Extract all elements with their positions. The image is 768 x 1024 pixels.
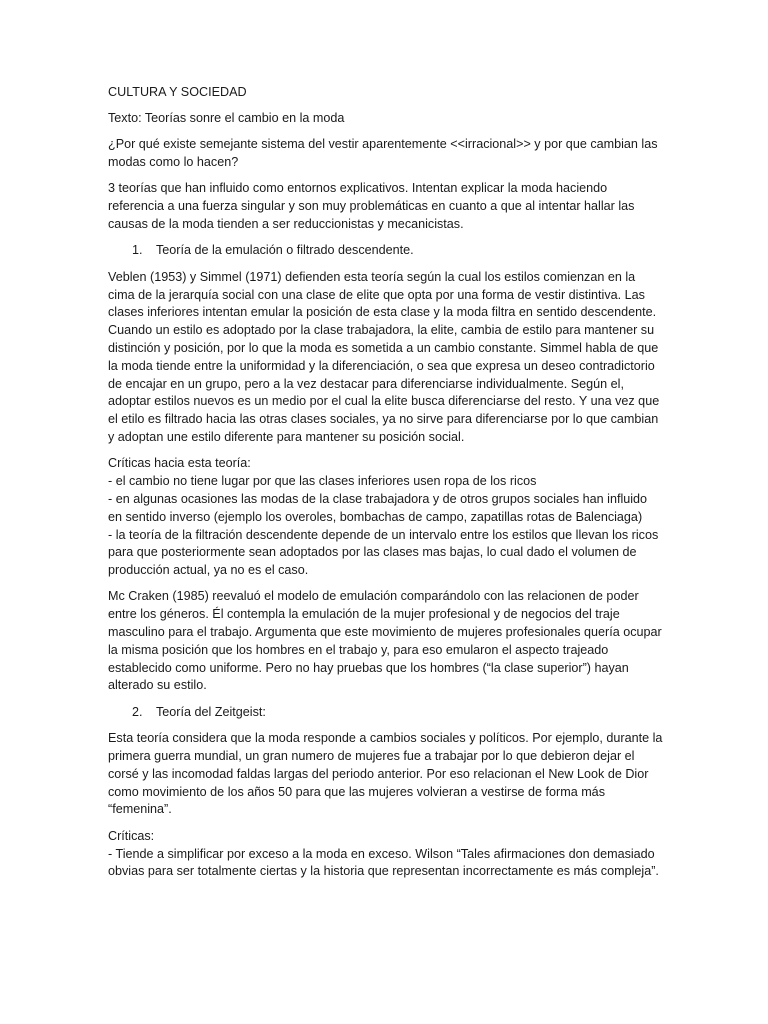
criticas-1-item: - la teoría de la filtración descendente depende de un intervalo entre los estilos que llevan los ricos para que posteriormente sean adoptados por las clases mas bajas, lo cual dado el volumen de producción actual, ya no es el caso.	[108, 527, 659, 578]
document-subtitle: Texto: Teorías sonre el cambio en la moda	[108, 110, 345, 125]
criticas-1-heading: Críticas hacia esta teoría:	[108, 456, 251, 471]
section-2-title: Teoría del Zeitgeist:	[156, 704, 266, 719]
section-1-title: Teoría de la emulación o filtrado descendente.	[156, 243, 414, 258]
criticas-2-block	[108, 828, 664, 881]
section-1-heading	[108, 242, 664, 260]
criticas-1-item: - el cambio no tiene lugar por que las clases inferiores usen ropa de los ricos	[108, 474, 537, 489]
veblen-paragraph: Veblen (1953) y Simmel (1971) defienden esta teoría según la cual los estilos comienzan en la cima de la jerarquía social con una clase de elite que opta por una forma de vestir distintiva. Las clases inferiores intentan emular la posición de esta clase y la moda filtra en sentido descendente. Cuando un estilo es adoptado por la clase trabajadora, la elite, cambia de estilo para mantener su distinción y posición, por lo que la moda es sometida a un cambio constante. Simmel habla de que la moda tiende entre la uniformidad y la diferenciación, o sea que expresa un deseo contradictorio de encajar en un grupo, pero a la vez destacar para diferenciarse individualmente. Según el, adoptar estilos nuevos es un medio por el cual la elite busca diferenciarse del resto. Y una vez que el etilo es filtrado hacia las otras clases sociales, ya no sirve para diferenciarse por lo que cambian y adoptan une estilo diferente para mantener su posición social.	[108, 269, 660, 444]
document-heading: CULTURA Y SOCIEDAD	[108, 85, 247, 99]
section-2-number: 2.	[132, 704, 143, 719]
question-paragraph: ¿Por qué existe semejante sistema del vestir aparentemente <<irracional>> y por que cambian las modas como lo hacen?	[108, 137, 658, 169]
mccraken-paragraph: Mc Craken (1985) reevaluó el modelo de emulación comparándolo con las relacionen de poder entre los géneros. Él contempla la emulación de la mujer profesional y de negocios del traje masculino para el trabajo. Argumenta que este movimiento de mujeres profesionales quería ocupar la misma posición que los hombres en el trabajo y, para eso emularon el aspecto trajeado establecido como uniforme. Pero no hay pruebas que los hombres (“la clase superior”) hayan alterado su estilo.	[108, 589, 662, 693]
criticas-1-block	[108, 455, 664, 580]
criticas-1-item: - en algunas ocasiones las modas de la clase trabajadora y de otros grupos sociales han influido en sentido inverso (ejemplo los overoles, bombachas de campo, zapatillas rotas de Balenciaga)	[108, 491, 648, 524]
intro-paragraph: 3 teorías que han influido como entornos explicativos. Intentan explicar la moda haciendo referencia a una fuerza singular y son muy problemáticas en cuanto a que al intentar hallar las causas de la moda tienden a ser reduccionistas y mecanicistas.	[108, 181, 635, 231]
criticas-2-heading: Críticas:	[108, 828, 155, 843]
zeitgeist-paragraph: Esta teoría considera que la moda responde a cambios sociales y políticos. Por ejemplo, durante la primera guerra mundial, un gran numero de mujeres fue a trabajar por lo que debieron dejar el corsé y las incomodad faldas largas del periodo anterior. Por eso relacionan el New Look de Dior como movimiento de los años 50 para que las mujeres volvieran a vestirse de forma más “femenina”.	[108, 731, 663, 817]
section-2-heading	[108, 704, 664, 722]
criticas-2-item: - Tiende a simplificar por exceso a la moda en exceso. Wilson “Tales afirmaciones don demasiado obvias para ser totalmente ciertas y la historia que representan incorrectamente es más compleja”.	[108, 846, 659, 879]
section-1-number: 1.	[132, 243, 143, 258]
document-page	[108, 84, 664, 890]
